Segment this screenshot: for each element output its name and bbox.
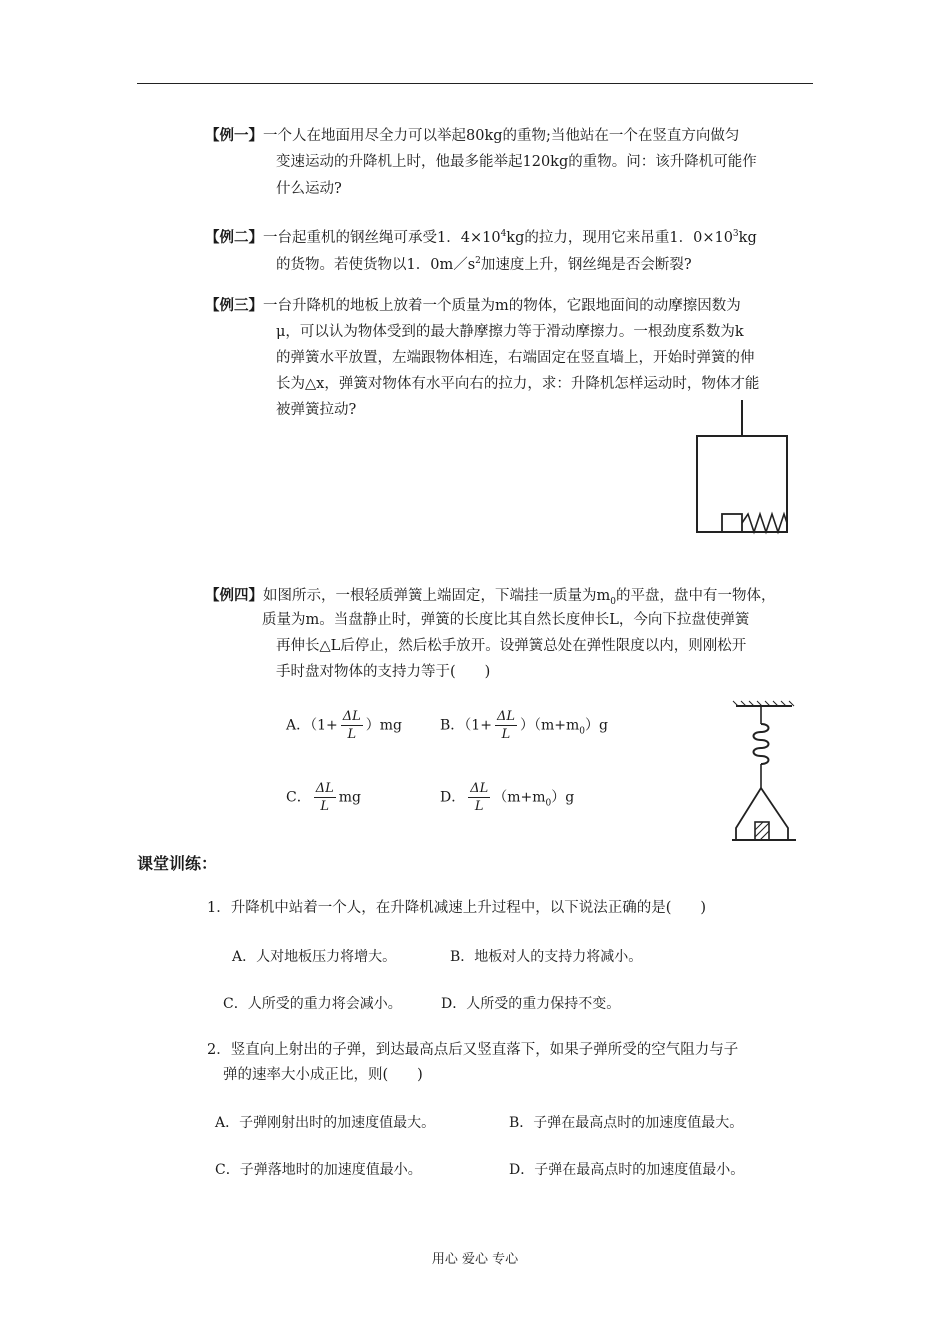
delta-l-over-l-fraction bbox=[341, 708, 363, 743]
option-text: mg bbox=[338, 789, 361, 806]
option-text: C． bbox=[286, 789, 311, 806]
example-4-label: 【例四】 bbox=[205, 587, 263, 604]
example-4-line-2: 质量为m。当盘静止时，弹簧的长度比其自然长度伸长L，今向下拉盘使弹簧 bbox=[262, 612, 750, 628]
example-3-line-3: 的弹簧水平放置，左端跟物体相连，右端固定在竖直墙上，开始时弹簧的伸 bbox=[276, 350, 755, 366]
example-3-line-5: 被弹簧拉动? bbox=[276, 402, 357, 418]
elevator-spring-diagram bbox=[690, 398, 800, 538]
example-4-option-c bbox=[286, 780, 361, 815]
fraction-denominator: L bbox=[474, 799, 484, 814]
example-4-text: 的平盘，盘中有一物体， bbox=[615, 588, 776, 604]
example-2-text: 一台起重机的钢丝绳可承受1．4×10 bbox=[263, 229, 501, 246]
example-4-option-b bbox=[440, 708, 608, 743]
example-4-text: 如图所示，一根轻质弹簧上端固定，下端挂一质量为m bbox=[263, 588, 611, 604]
example-2-text: kg bbox=[738, 229, 757, 246]
subscript: 0 bbox=[545, 798, 552, 809]
fraction-numerator: ΔL bbox=[342, 709, 361, 724]
example-4-option-a bbox=[286, 708, 402, 743]
delta-l-over-l-fraction bbox=[495, 708, 517, 743]
question-2-stem-line-1: 2．竖直向上射出的子弹，到达最高点后又竖直落下，如果子弹所受的空气阻力与子 bbox=[207, 1042, 739, 1058]
question-1-option-b: B．地板对人的支持力将减小。 bbox=[450, 949, 643, 965]
section-heading-training: 课堂训练： bbox=[137, 854, 218, 873]
fraction-denominator: L bbox=[501, 727, 511, 742]
example-4-option-d bbox=[440, 780, 574, 815]
page-footer: 用心 爱心 专心 bbox=[431, 1252, 519, 1267]
example-1-line-1: 一个人在地面用尽全力可以举起80kg的重物;当他站在一个在竖直方向做匀 bbox=[263, 128, 740, 144]
question-1-stem: 1．升降机中站着一个人，在升降机减速上升过程中，以下说法正确的是( ) bbox=[207, 900, 707, 916]
example-1-label: 【例一】 bbox=[205, 127, 263, 144]
fraction-numerator: ΔL bbox=[315, 781, 334, 796]
option-text: （m+m bbox=[493, 789, 546, 806]
example-1 bbox=[205, 122, 739, 150]
example-4-line-4: 手时盘对物体的支持力等于( ) bbox=[276, 664, 491, 680]
delta-l-over-l-fraction bbox=[468, 780, 490, 815]
question-2-stem-line-2: 弹的速率大小成正比，则( ) bbox=[223, 1067, 423, 1083]
question-1-option-c: C．人所受的重力将会减小。 bbox=[223, 996, 402, 1012]
fraction-numerator: ΔL bbox=[470, 781, 489, 796]
option-text: ）（m+m bbox=[519, 717, 580, 734]
option-text: ）g bbox=[551, 789, 575, 806]
option-text: ）g bbox=[584, 717, 608, 734]
header-rule bbox=[137, 83, 813, 84]
exponent: 4 bbox=[500, 229, 507, 239]
question-2-option-d: D．子弹在最高点时的加速度值最小。 bbox=[509, 1162, 745, 1178]
question-2-option-c: C．子弹落地时的加速度值最小。 bbox=[215, 1162, 422, 1178]
example-2-label: 【例二】 bbox=[205, 228, 263, 246]
example-3 bbox=[205, 292, 741, 320]
example-2-text: 的货物。若使货物以1．0m／s bbox=[276, 256, 476, 273]
option-text: A．（1+ bbox=[286, 717, 338, 734]
question-1-option-d: D．人所受的重力保持不变。 bbox=[441, 996, 621, 1012]
example-3-line-1: 一台升降机的地板上放着一个质量为m的物体，它跟地面间的动摩擦因数为 bbox=[263, 298, 741, 314]
example-2-line-2 bbox=[276, 248, 692, 279]
spring-pan-diagram bbox=[728, 700, 800, 846]
delta-l-over-l-fraction bbox=[314, 780, 336, 815]
question-2-option-a: A．子弹刚射出时的加速度值最大。 bbox=[215, 1115, 436, 1131]
option-text: ）mg bbox=[365, 717, 403, 734]
example-2-text: kg的拉力，现用它来吊重1．0×10 bbox=[506, 229, 733, 246]
example-4-line-3: 再伸长△L后停止，然后松手放开。设弹簧总处在弹性限度以内，则刚松开 bbox=[276, 638, 747, 654]
example-3-label: 【例三】 bbox=[205, 297, 263, 314]
option-text: B．（1+ bbox=[440, 717, 492, 734]
subscript: 0 bbox=[610, 596, 616, 607]
fraction-numerator: ΔL bbox=[496, 709, 515, 724]
fraction-denominator: L bbox=[347, 727, 357, 742]
subscript: 0 bbox=[579, 726, 585, 737]
fraction-denominator: L bbox=[320, 799, 330, 814]
option-text: D． bbox=[440, 789, 466, 806]
example-2-text: 加速度上升，钢丝绳是否会断裂? bbox=[480, 256, 692, 273]
example-1-line-3: 什么运动? bbox=[276, 181, 342, 197]
exponent: 3 bbox=[732, 229, 739, 239]
example-1-line-2: 变速运动的升降机上时，他最多能举起120kg的重物。问：该升降机可能作 bbox=[276, 154, 757, 170]
example-3-line-2: μ，可以认为物体受到的最大静摩擦力等于滑动摩擦力。一根劲度系数为k bbox=[276, 324, 744, 340]
question-2-option-b: B．子弹在最高点时的加速度值最大。 bbox=[509, 1115, 744, 1131]
example-3-line-4: 长为△x，弹簧对物体有水平向右的拉力，求：升降机怎样运动时，物体才能 bbox=[276, 376, 760, 392]
exponent: 2 bbox=[475, 256, 481, 266]
question-1-option-a: A．人对地板压力将增大。 bbox=[232, 949, 397, 965]
